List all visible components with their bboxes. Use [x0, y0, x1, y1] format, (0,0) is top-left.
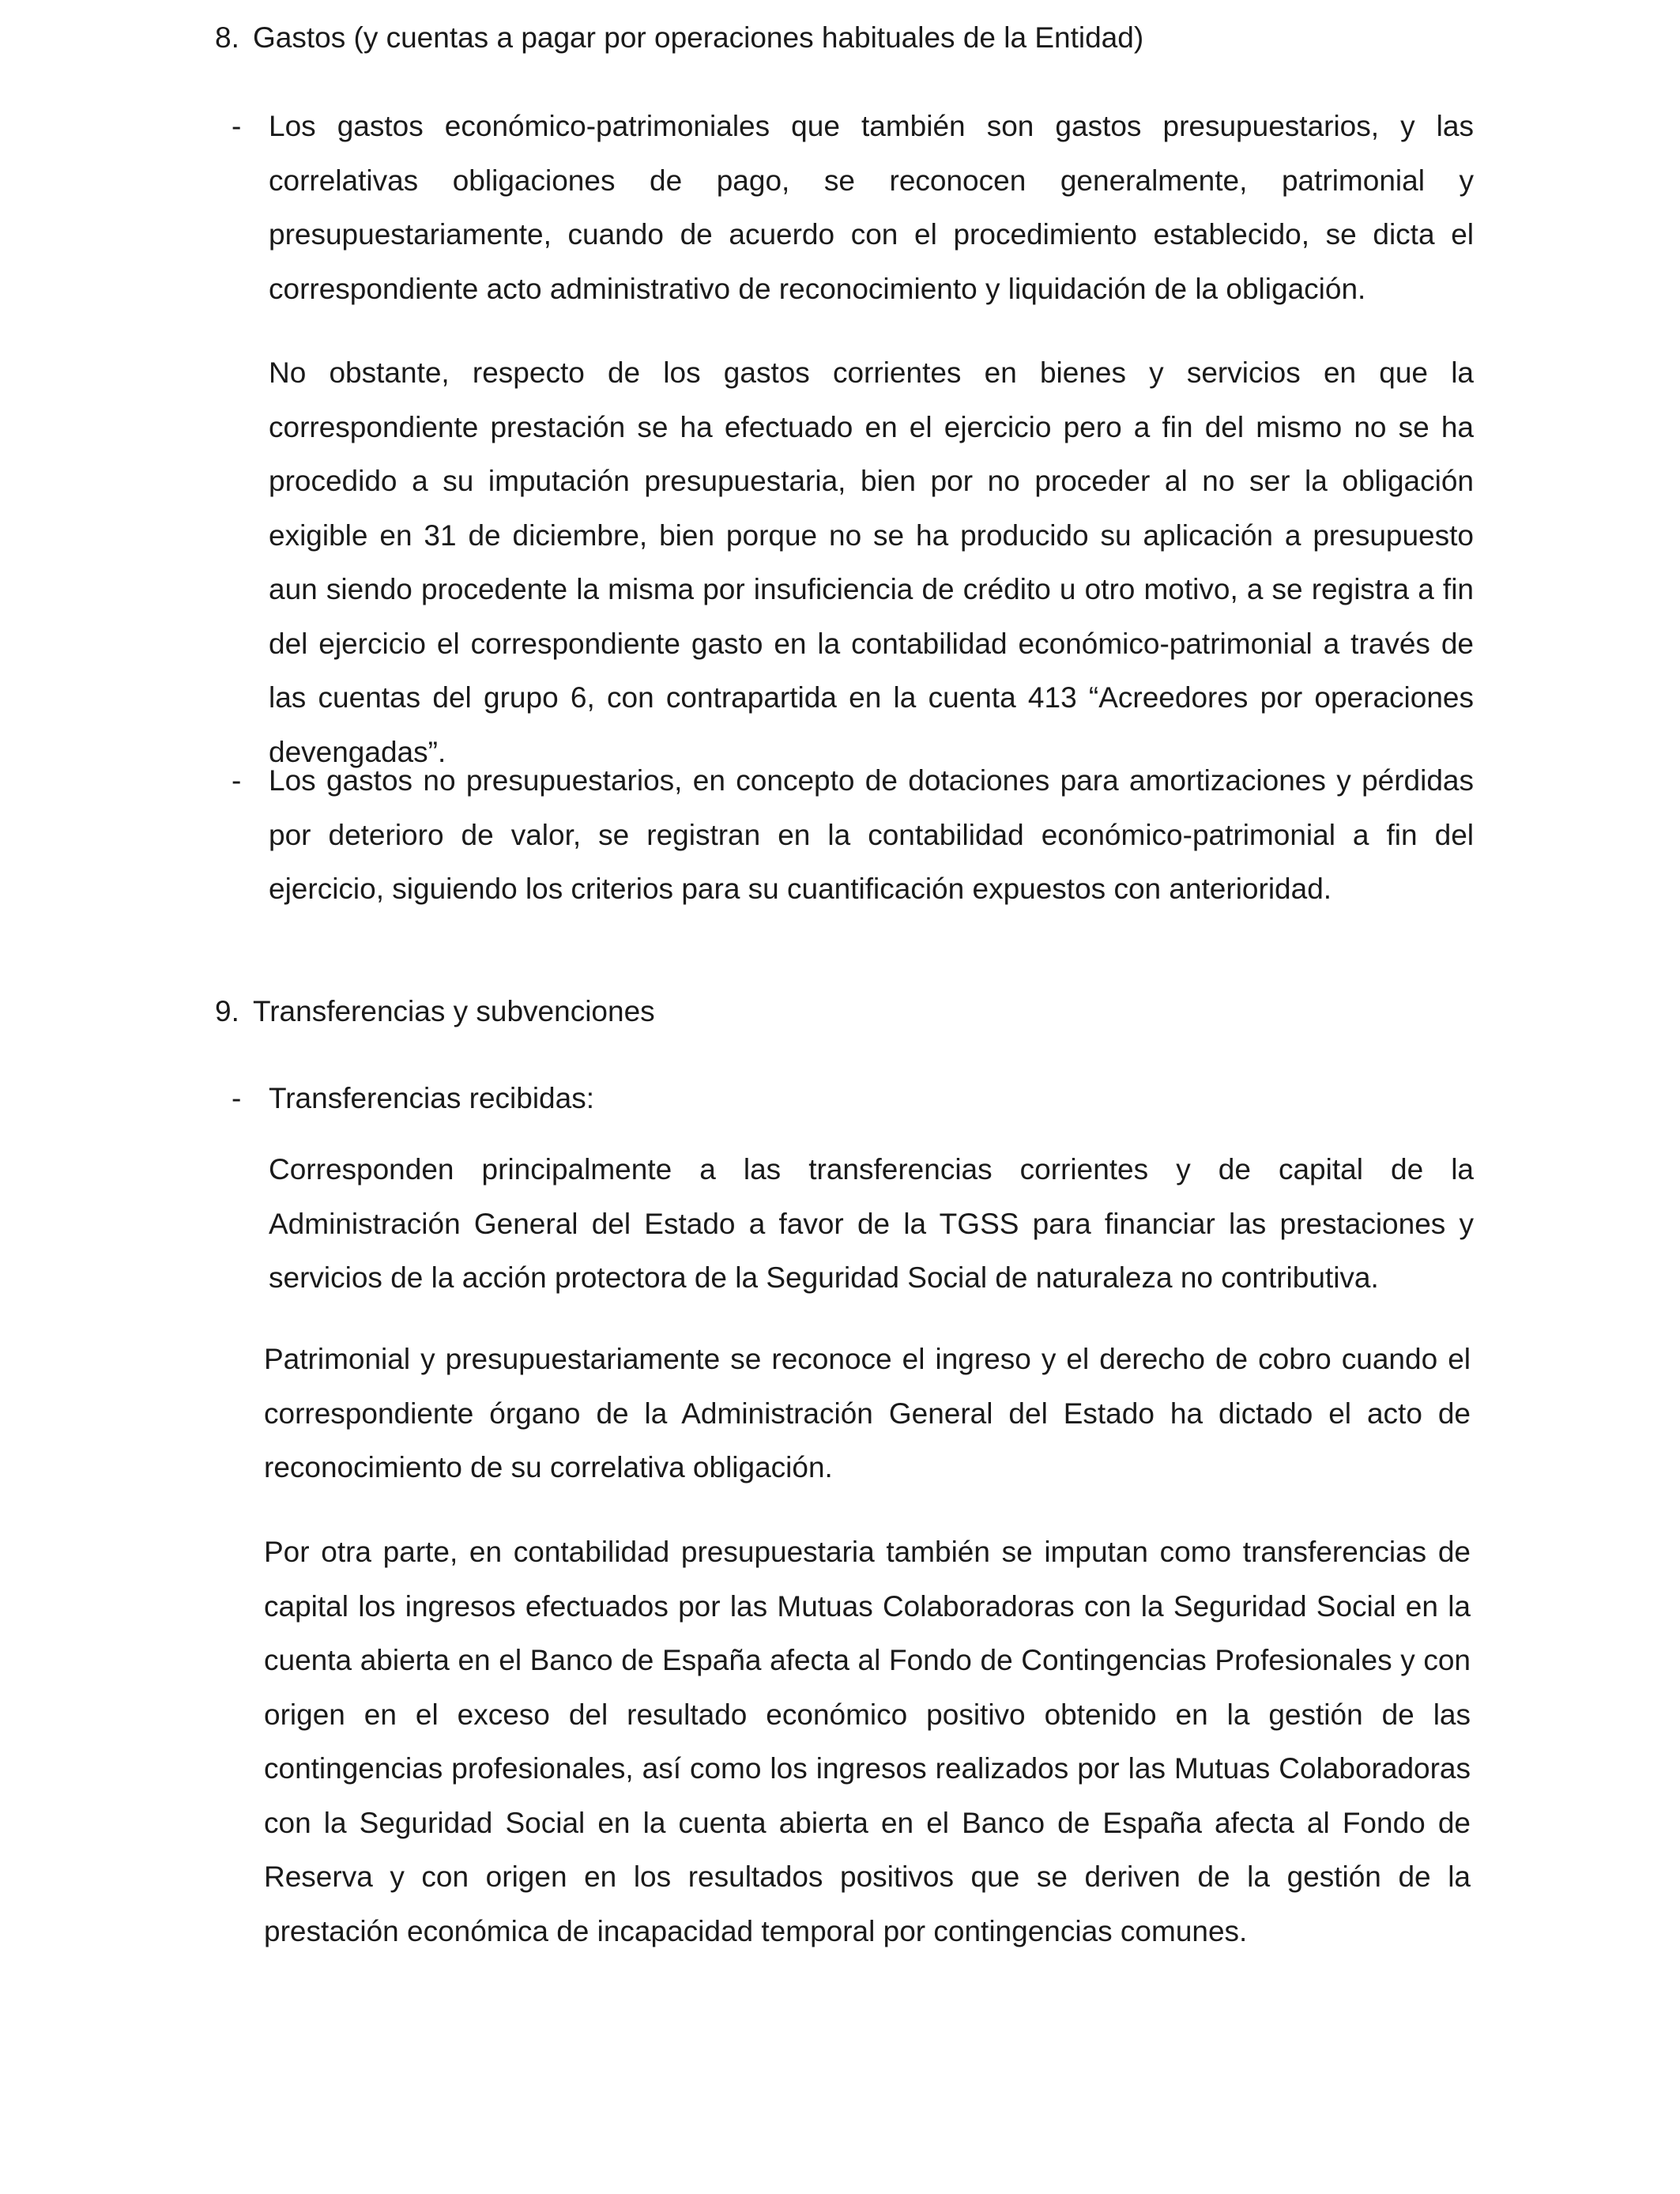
list-dash: - [232, 110, 242, 142]
paragraph: Los gastos no presupuestarios, en concepto de dotaciones para amortizaciones y pérdidas por deterioro de valor, se registran en la contabilidad económico-patrimonial a fin del ejercicio, siguiendo los criterios para su cuantificación expuestos con anterioridad. [269, 764, 1474, 905]
paragraph: Por otra parte, en contabilidad presupuestaria también se imputan como transferencias de capital los ingresos efectuados por las Mutuas Colaboradoras con la Seguridad Social en la cuenta abierta en el Banco de España afecta al Fondo de Contingencias Profesionales y con origen en el exceso del resultado económico positivo obtenido en la gestión de las contingencias profesionales, así como los ingresos realizados por las Mutuas Colaboradoras con la Seguridad Social en la cuenta abierta en el Banco de España afecta al Fondo de Reserva y con origen en los resultados positivos que se deriven de la gestión de la prestación económica de incapacidad temporal por contingencias comunes. [264, 1536, 1471, 1947]
section-8-number: 8. [215, 21, 239, 54]
section-9-title: Transferencias y subvenciones [253, 995, 655, 1027]
paragraph: No obstante, respecto de los gastos corrientes en bienes y servicios en que la correspondiente prestación se ha efectuado en el ejercicio pero a fin del mismo no se ha procedido a su imputación presupuestaria, bien por no proceder al no ser la obligación exigible en 31 de diciembre, bien porque no se ha producido su aplicación a presupuesto aun siendo procedente la misma por insuficiencia de crédito u otro motivo, a se registra a fin del ejercicio el correspondiente gasto en la contabilidad económico-patrimonial a través de las cuentas del grupo 6, con contrapartida en la cuenta 413 “Acreedores por operaciones devengadas”. [269, 356, 1474, 768]
paragraph: Los gastos económico-patrimoniales que también son gastos presupuestarios, y las correlativas obligaciones de pago, se reconocen generalmente, patrimonial y presupuestariamente, cuando de acuerdo con el procedimiento establecido, se dicta el correspondiente acto administrativo de reconocimiento y liquidación de la obligación. [269, 110, 1474, 305]
section-9-heading [215, 993, 655, 1031]
section-8-title: Gastos (y cuentas a pagar por operaciones habituales de la Entidad) [253, 21, 1144, 54]
section-8-heading [215, 19, 1143, 57]
paragraph: Corresponden principalmente a las transferencias corrientes y de capital de la Administración General del Estado a favor de la TGSS para financiar las prestaciones y servicios de la acción protectora de la Seguridad Social de naturaleza no contributiva. [269, 1153, 1474, 1294]
list-item-label: Transferencias recibidas: [269, 1082, 594, 1114]
paragraph: Patrimonial y presupuestariamente se reconoce el ingreso y el derecho de cobro cuando el correspondiente órgano de la Administración General del Estado ha dictado el acto de reconocimiento de su correlativa obligación. [264, 1343, 1471, 1483]
list-dash: - [232, 1082, 242, 1114]
section-9-number: 9. [215, 995, 239, 1027]
list-dash: - [232, 764, 242, 797]
